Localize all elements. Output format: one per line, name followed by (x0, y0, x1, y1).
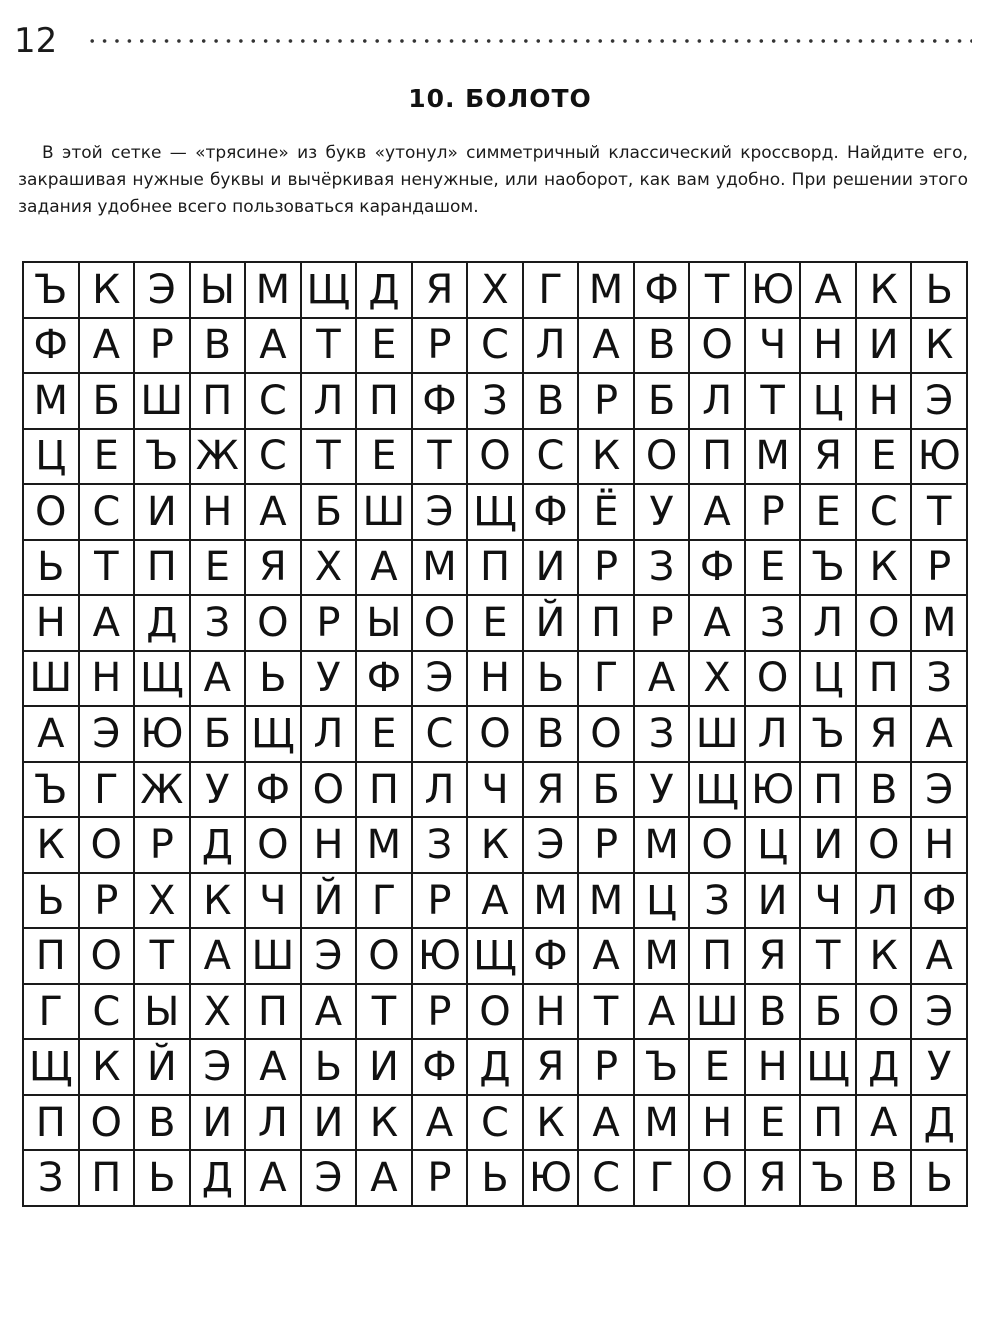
grid-cell[interactable]: З (24, 1151, 80, 1207)
grid-cell[interactable]: Ь (302, 1040, 358, 1096)
grid-cell[interactable]: Л (246, 1096, 302, 1152)
grid-cell[interactable]: Э (191, 1040, 247, 1096)
grid-cell[interactable]: Э (302, 1151, 358, 1207)
grid-cell[interactable]: М (579, 874, 635, 930)
grid-cell[interactable]: О (24, 485, 80, 541)
grid-cell[interactable]: Ж (135, 763, 191, 819)
grid-cell[interactable]: Ъ (801, 1151, 857, 1207)
grid-cell[interactable]: Ё (579, 485, 635, 541)
grid-cell[interactable]: Э (302, 929, 358, 985)
grid-cell[interactable]: А (246, 485, 302, 541)
grid-cell[interactable]: Х (302, 541, 358, 597)
grid-cell[interactable]: О (635, 430, 691, 486)
grid-cell[interactable]: Щ (468, 485, 524, 541)
grid-cell[interactable]: Е (80, 430, 136, 486)
letter-grid (22, 261, 968, 1207)
grid-cell[interactable]: Ж (191, 430, 247, 486)
grid-cell[interactable]: С (857, 485, 913, 541)
grid-cell[interactable]: Р (413, 874, 469, 930)
grid-cell[interactable]: О (857, 985, 913, 1041)
grid-cell[interactable]: С (246, 374, 302, 430)
grid-cell[interactable]: Э (80, 707, 136, 763)
grid-cell[interactable]: Щ (24, 1040, 80, 1096)
grid-cell[interactable]: О (468, 985, 524, 1041)
grid-cell[interactable]: О (468, 707, 524, 763)
grid-cell[interactable]: Д (357, 263, 413, 319)
grid-cell[interactable]: П (191, 374, 247, 430)
grid-cell[interactable]: Ф (524, 929, 580, 985)
grid-cell[interactable]: А (912, 929, 968, 985)
grid-cell[interactable]: В (135, 1096, 191, 1152)
grid-cell[interactable]: У (302, 652, 358, 708)
grid-cell[interactable]: Н (302, 818, 358, 874)
grid-cell[interactable]: З (191, 596, 247, 652)
grid-cell[interactable]: Ы (357, 596, 413, 652)
grid-cell[interactable]: Э (912, 763, 968, 819)
grid-cell[interactable]: О (413, 596, 469, 652)
grid-cell[interactable]: Б (801, 985, 857, 1041)
grid-cell[interactable]: Т (801, 929, 857, 985)
grid-cell[interactable]: К (191, 874, 247, 930)
grid-cell[interactable]: Е (857, 430, 913, 486)
grid-cell[interactable]: Щ (135, 652, 191, 708)
grid-cell[interactable]: Р (579, 541, 635, 597)
grid-cell[interactable]: Р (413, 1151, 469, 1207)
grid-cell[interactable]: Л (746, 707, 802, 763)
grid-cell[interactable]: Ш (24, 652, 80, 708)
grid-cell[interactable]: Е (357, 430, 413, 486)
grid-cell[interactable]: Ц (801, 652, 857, 708)
grid-cell[interactable]: А (80, 596, 136, 652)
grid-cell[interactable]: Л (302, 374, 358, 430)
grid-cell[interactable]: К (24, 818, 80, 874)
grid-cell[interactable]: А (191, 652, 247, 708)
grid-cell[interactable]: А (357, 541, 413, 597)
grid-cell[interactable]: Ш (246, 929, 302, 985)
grid-cell[interactable]: А (579, 1096, 635, 1152)
grid-cell[interactable]: С (524, 430, 580, 486)
grid-cell[interactable]: А (302, 985, 358, 1041)
grid-cell[interactable]: М (746, 430, 802, 486)
grid-cell[interactable]: Т (690, 263, 746, 319)
grid-cell[interactable]: Ю (746, 763, 802, 819)
grid-cell[interactable]: А (857, 1096, 913, 1152)
grid-cell[interactable]: К (524, 1096, 580, 1152)
grid-cell[interactable]: Ь (24, 541, 80, 597)
grid-cell[interactable]: Б (80, 374, 136, 430)
grid-cell[interactable]: Ш (357, 485, 413, 541)
grid-cell[interactable]: Х (690, 652, 746, 708)
grid-cell[interactable]: Х (191, 985, 247, 1041)
grid-cell[interactable]: Г (80, 763, 136, 819)
grid-cell[interactable]: Е (690, 1040, 746, 1096)
grid-cell[interactable]: К (579, 430, 635, 486)
grid-cell[interactable]: К (357, 1096, 413, 1152)
grid-cell[interactable]: З (635, 707, 691, 763)
grid-cell[interactable]: П (24, 1096, 80, 1152)
grid-cell[interactable]: В (857, 1151, 913, 1207)
grid-cell[interactable]: О (246, 818, 302, 874)
grid-cell[interactable]: А (413, 1096, 469, 1152)
grid-cell[interactable]: Ъ (135, 430, 191, 486)
grid-cell[interactable]: И (135, 485, 191, 541)
grid-cell[interactable]: Ф (524, 485, 580, 541)
grid-cell[interactable]: Л (801, 596, 857, 652)
grid-cell[interactable]: Л (302, 707, 358, 763)
grid-cell[interactable]: П (357, 763, 413, 819)
grid-cell[interactable]: Д (468, 1040, 524, 1096)
grid-cell[interactable]: О (857, 818, 913, 874)
grid-cell[interactable]: М (635, 1096, 691, 1152)
grid-cell[interactable]: Э (135, 263, 191, 319)
grid-cell[interactable]: Ц (635, 874, 691, 930)
grid-cell[interactable]: П (246, 985, 302, 1041)
grid-cell[interactable]: Я (857, 707, 913, 763)
grid-cell[interactable]: Л (524, 319, 580, 375)
grid-cell[interactable]: Ф (24, 319, 80, 375)
grid-cell[interactable]: М (579, 263, 635, 319)
grid-cell[interactable]: Ь (524, 652, 580, 708)
grid-cell[interactable]: Ч (246, 874, 302, 930)
grid-cell[interactable]: О (690, 319, 746, 375)
grid-cell[interactable]: О (357, 929, 413, 985)
grid-cell[interactable]: Т (579, 985, 635, 1041)
grid-cell[interactable]: Л (857, 874, 913, 930)
grid-cell[interactable]: П (857, 652, 913, 708)
grid-cell[interactable]: Н (191, 485, 247, 541)
grid-cell[interactable]: Я (524, 763, 580, 819)
grid-cell[interactable]: Ф (357, 652, 413, 708)
grid-cell[interactable]: П (357, 374, 413, 430)
grid-cell[interactable]: С (246, 430, 302, 486)
grid-cell[interactable]: Б (191, 707, 247, 763)
grid-cell[interactable]: Н (857, 374, 913, 430)
grid-cell[interactable]: Н (24, 596, 80, 652)
grid-cell[interactable]: О (857, 596, 913, 652)
grid-cell[interactable]: Д (857, 1040, 913, 1096)
grid-cell[interactable]: Щ (246, 707, 302, 763)
grid-cell[interactable]: Д (135, 596, 191, 652)
grid-cell[interactable]: Д (912, 1096, 968, 1152)
grid-cell[interactable]: А (80, 319, 136, 375)
grid-cell[interactable]: К (80, 1040, 136, 1096)
grid-cell[interactable]: О (690, 1151, 746, 1207)
grid-cell[interactable]: Я (246, 541, 302, 597)
grid-cell[interactable]: К (912, 319, 968, 375)
grid-cell[interactable]: И (357, 1040, 413, 1096)
grid-cell[interactable]: Д (191, 818, 247, 874)
grid-cell[interactable]: Ц (801, 374, 857, 430)
grid-cell[interactable]: А (468, 874, 524, 930)
grid-cell[interactable]: Й (302, 874, 358, 930)
grid-cell[interactable]: В (524, 374, 580, 430)
grid-cell[interactable]: Ф (690, 541, 746, 597)
grid-cell[interactable]: Н (468, 652, 524, 708)
grid-cell[interactable]: Я (746, 1151, 802, 1207)
grid-cell[interactable]: Т (413, 430, 469, 486)
grid-cell[interactable]: К (857, 929, 913, 985)
grid-cell[interactable]: С (468, 1096, 524, 1152)
grid-cell[interactable]: З (746, 596, 802, 652)
grid-cell[interactable]: В (635, 319, 691, 375)
grid-cell[interactable]: У (912, 1040, 968, 1096)
grid-cell[interactable]: У (635, 485, 691, 541)
grid-cell[interactable]: А (635, 985, 691, 1041)
grid-cell[interactable]: Ю (524, 1151, 580, 1207)
grid-cell[interactable]: Ц (746, 818, 802, 874)
grid-cell[interactable]: Ф (246, 763, 302, 819)
grid-cell[interactable]: Щ (302, 263, 358, 319)
grid-cell[interactable]: М (912, 596, 968, 652)
grid-cell[interactable]: Ц (24, 430, 80, 486)
page-number: 12 (14, 21, 58, 61)
grid-cell[interactable]: Щ (801, 1040, 857, 1096)
grid-cell[interactable]: И (302, 1096, 358, 1152)
grid-cell[interactable]: Н (746, 1040, 802, 1096)
grid-cell[interactable]: Н (912, 818, 968, 874)
grid-cell[interactable]: Т (302, 430, 358, 486)
grid-cell[interactable]: А (801, 263, 857, 319)
grid-cell[interactable]: Б (302, 485, 358, 541)
grid-cell[interactable]: М (635, 929, 691, 985)
grid-cell[interactable]: У (191, 763, 247, 819)
grid-cell[interactable]: Т (357, 985, 413, 1041)
grid-cell[interactable]: А (912, 707, 968, 763)
grid-cell[interactable]: А (246, 1040, 302, 1096)
instructions-text: В этой сетке — «трясине» из букв «утонул» симметричный классический кроссворд. Найдите его, закрашивая нужные буквы и вычёркивая ненужные, или наоборот, как вам удобно. При решении этого задания удобнее всего пользоваться карандашом. (18, 143, 968, 217)
grid-cell[interactable]: Р (579, 1040, 635, 1096)
grid-cell[interactable]: О (80, 818, 136, 874)
grid-cell[interactable]: Ф (413, 374, 469, 430)
grid-cell[interactable]: Щ (690, 763, 746, 819)
grid-cell[interactable]: Ы (135, 985, 191, 1041)
grid-cell[interactable]: А (690, 485, 746, 541)
grid-cell[interactable]: М (524, 874, 580, 930)
grid-cell[interactable]: Г (579, 652, 635, 708)
grid-cell[interactable]: И (801, 818, 857, 874)
grid-cell[interactable]: Е (191, 541, 247, 597)
grid-cell[interactable]: О (468, 430, 524, 486)
grid-cell[interactable]: Э (413, 652, 469, 708)
grid-cell[interactable]: О (302, 763, 358, 819)
grid-cell[interactable]: Ю (413, 929, 469, 985)
grid-cell[interactable]: Ь (24, 874, 80, 930)
grid-cell[interactable]: Е (357, 319, 413, 375)
grid-cell[interactable]: О (80, 929, 136, 985)
dotted-divider (86, 36, 972, 46)
grid-cell[interactable]: Н (524, 985, 580, 1041)
grid-cell[interactable]: С (579, 1151, 635, 1207)
grid-cell[interactable]: Р (302, 596, 358, 652)
grid-cell[interactable]: П (801, 763, 857, 819)
grid-cell[interactable]: М (635, 818, 691, 874)
grid-cell[interactable]: Я (746, 929, 802, 985)
grid-cell[interactable]: В (746, 985, 802, 1041)
grid-cell[interactable]: Р (413, 319, 469, 375)
grid-cell[interactable]: А (357, 1151, 413, 1207)
grid-cell[interactable]: Б (579, 763, 635, 819)
grid-cell[interactable]: Я (413, 263, 469, 319)
grid-cell[interactable]: Ы (191, 263, 247, 319)
grid-cell[interactable]: И (191, 1096, 247, 1152)
grid-cell[interactable]: Й (524, 596, 580, 652)
grid-cell[interactable]: Н (690, 1096, 746, 1152)
grid-cell[interactable]: З (413, 818, 469, 874)
grid-cell[interactable]: Ь (912, 263, 968, 319)
grid-cell[interactable]: Э (912, 985, 968, 1041)
grid-cell[interactable]: Ю (746, 263, 802, 319)
grid-cell[interactable]: Т (135, 929, 191, 985)
grid-cell[interactable]: П (468, 541, 524, 597)
grid-cell[interactable]: Т (912, 485, 968, 541)
grid-cell[interactable]: Л (690, 374, 746, 430)
grid-cell[interactable]: Ь (135, 1151, 191, 1207)
grid-cell[interactable]: Э (912, 374, 968, 430)
grid-cell[interactable]: Ф (635, 263, 691, 319)
grid-cell[interactable]: Ю (135, 707, 191, 763)
grid-cell[interactable]: Ф (912, 874, 968, 930)
grid-cell[interactable]: Щ (468, 929, 524, 985)
grid-cell[interactable]: К (468, 818, 524, 874)
grid-cell[interactable]: Н (80, 652, 136, 708)
grid-cell[interactable]: Л (413, 763, 469, 819)
grid-cell[interactable]: П (690, 929, 746, 985)
grid-cell[interactable]: А (579, 929, 635, 985)
grid-cell[interactable]: Я (524, 1040, 580, 1096)
grid-cell[interactable]: Ш (690, 707, 746, 763)
grid-cell[interactable]: Р (80, 874, 136, 930)
grid-cell[interactable]: О (246, 596, 302, 652)
grid-cell[interactable]: М (246, 263, 302, 319)
grid-cell[interactable]: Г (524, 263, 580, 319)
grid-cell[interactable]: М (24, 374, 80, 430)
grid-cell[interactable]: Р (746, 485, 802, 541)
grid-cell[interactable]: М (357, 818, 413, 874)
grid-cell[interactable]: У (635, 763, 691, 819)
grid-cell[interactable]: Р (413, 985, 469, 1041)
grid-cell[interactable]: Е (357, 707, 413, 763)
grid-cell[interactable]: П (135, 541, 191, 597)
grid-cell[interactable]: Р (912, 541, 968, 597)
grid-cell[interactable]: И (524, 541, 580, 597)
grid-cell[interactable]: Г (635, 1151, 691, 1207)
grid-cell[interactable]: Ъ (801, 707, 857, 763)
grid-cell[interactable]: И (857, 319, 913, 375)
grid-cell[interactable]: М (413, 541, 469, 597)
grid-cell[interactable]: А (191, 929, 247, 985)
grid-cell[interactable]: Ч (746, 319, 802, 375)
grid-cell[interactable]: Ь (912, 1151, 968, 1207)
grid-cell[interactable]: Е (801, 485, 857, 541)
grid-cell[interactable]: Э (524, 818, 580, 874)
grid-cell[interactable]: Ъ (24, 263, 80, 319)
grid-cell[interactable]: О (80, 1096, 136, 1152)
grid-cell[interactable]: Ш (135, 374, 191, 430)
grid-cell[interactable]: А (24, 707, 80, 763)
grid-cell[interactable]: Ъ (635, 1040, 691, 1096)
grid-cell[interactable]: Р (135, 818, 191, 874)
grid-cell[interactable]: С (80, 985, 136, 1041)
grid-cell[interactable]: П (24, 929, 80, 985)
grid-cell[interactable]: К (857, 263, 913, 319)
grid-cell[interactable]: А (579, 319, 635, 375)
grid-cell[interactable]: Е (468, 596, 524, 652)
grid-cell[interactable]: Г (357, 874, 413, 930)
grid-cell[interactable]: К (80, 263, 136, 319)
grid-cell[interactable]: О (746, 652, 802, 708)
grid-cell[interactable]: Д (191, 1151, 247, 1207)
grid-cell[interactable]: К (857, 541, 913, 597)
grid-cell[interactable]: Я (801, 430, 857, 486)
grid-cell[interactable]: З (912, 652, 968, 708)
grid-cell[interactable]: Р (579, 818, 635, 874)
grid-cell[interactable]: Ъ (801, 541, 857, 597)
grid-cell[interactable]: Ъ (24, 763, 80, 819)
grid-cell[interactable]: С (80, 485, 136, 541)
grid-cell[interactable]: П (690, 430, 746, 486)
grid-cell[interactable]: П (80, 1151, 136, 1207)
grid-cell[interactable]: С (413, 707, 469, 763)
grid-cell[interactable]: З (690, 874, 746, 930)
grid-cell[interactable]: А (690, 596, 746, 652)
grid-cell[interactable]: П (801, 1096, 857, 1152)
grid-cell[interactable]: В (857, 763, 913, 819)
grid-cell[interactable]: И (746, 874, 802, 930)
grid-cell[interactable]: Ш (690, 985, 746, 1041)
grid-cell[interactable]: Э (413, 485, 469, 541)
grid-cell[interactable]: Х (468, 263, 524, 319)
grid-cell[interactable]: О (579, 707, 635, 763)
grid-cell[interactable]: З (468, 374, 524, 430)
grid-cell[interactable]: Е (746, 1096, 802, 1152)
grid-cell[interactable]: Т (80, 541, 136, 597)
grid-cell[interactable]: Р (579, 374, 635, 430)
grid-cell[interactable]: О (690, 818, 746, 874)
grid-cell[interactable]: Г (24, 985, 80, 1041)
grid-cell[interactable]: А (246, 1151, 302, 1207)
grid-cell[interactable]: Е (746, 541, 802, 597)
grid-cell[interactable]: Ь (246, 652, 302, 708)
grid-cell[interactable]: Х (135, 874, 191, 930)
grid-cell[interactable]: Ь (468, 1151, 524, 1207)
grid-cell[interactable]: П (579, 596, 635, 652)
grid-cell[interactable]: Ч (468, 763, 524, 819)
grid-cell[interactable]: Т (302, 319, 358, 375)
grid-cell[interactable]: С (468, 319, 524, 375)
page-title: 10. БОЛОТО (408, 84, 592, 113)
grid-cell[interactable]: В (191, 319, 247, 375)
grid-cell[interactable]: Ч (801, 874, 857, 930)
grid-cell[interactable]: З (635, 541, 691, 597)
grid-cell[interactable]: Р (635, 596, 691, 652)
grid-cell[interactable]: В (524, 707, 580, 763)
grid-cell[interactable]: Т (746, 374, 802, 430)
grid-cell[interactable]: Р (135, 319, 191, 375)
grid-cell[interactable]: Ю (912, 430, 968, 486)
grid-cell[interactable]: Ф (413, 1040, 469, 1096)
grid-cell[interactable]: А (635, 652, 691, 708)
grid-cell[interactable]: Н (801, 319, 857, 375)
grid-cell[interactable]: А (246, 319, 302, 375)
grid-cell[interactable]: Й (135, 1040, 191, 1096)
grid-cell[interactable]: Б (635, 374, 691, 430)
